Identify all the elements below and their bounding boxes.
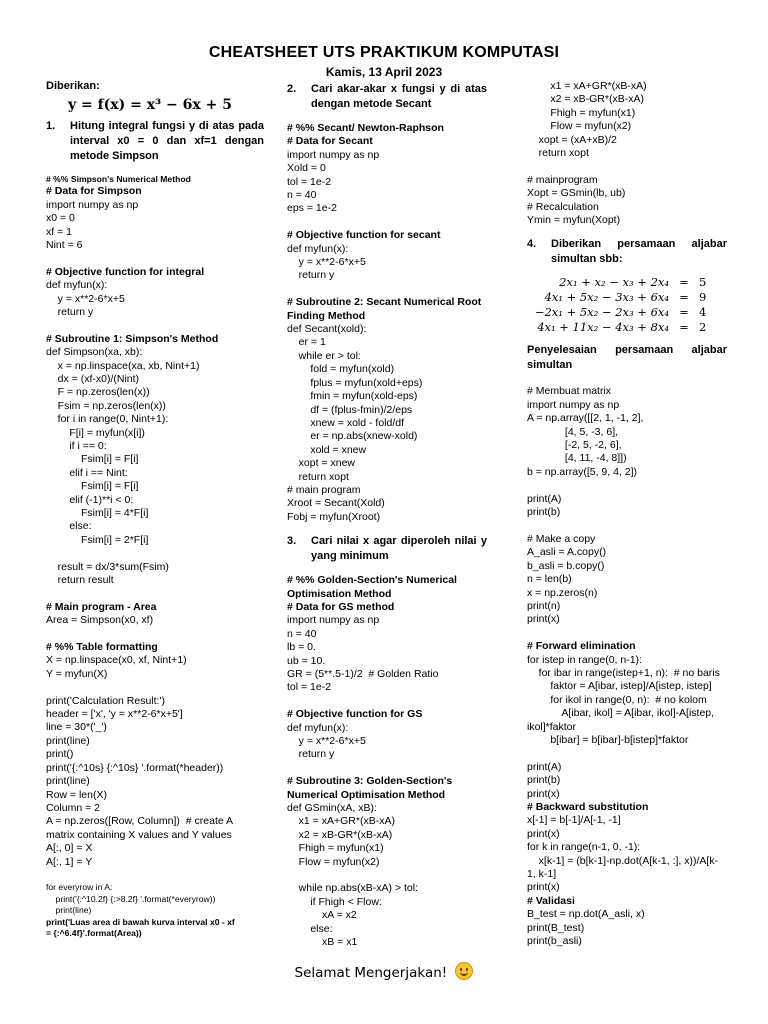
- equals-sign: =: [679, 290, 689, 305]
- code-line: # mainprogram: [527, 173, 598, 186]
- code-line: import numpy as np: [287, 148, 380, 161]
- code-line: # %% Golden-Section's Numerical: [287, 574, 457, 587]
- solution-title: Penyelesaian persamaan aljabar simultan: [527, 344, 727, 372]
- code-line: matrix containing X values and Y values: [46, 828, 232, 841]
- code-line: Fobj = myfun(Xroot): [287, 510, 381, 523]
- code-line: return xopt: [527, 147, 589, 160]
- code-block: [46, 266, 264, 320]
- code-line: return y: [287, 269, 335, 282]
- function-equation: y = f(x) = x³ − 6x + 5: [68, 97, 232, 114]
- code-line: F = np.zeros(len(x)): [46, 386, 150, 399]
- code-line: print(x): [527, 827, 560, 840]
- code-line: Area = Simpson(x0, xf): [46, 614, 154, 627]
- code-line: for ibar in range(istep+1, n): # no baris: [527, 666, 720, 679]
- code-line: print('{:^10.2f} {:>8.2f} '.format(*everyrow)): [46, 893, 216, 904]
- column-3: [527, 80, 727, 948]
- code-line: if i == 0:: [46, 440, 107, 452]
- code-line: Column = 2: [46, 801, 100, 814]
- code-line: if Fhigh < Flow:: [287, 895, 382, 908]
- code-line: Fsim[i] = F[i]: [46, 453, 139, 466]
- code-line: print(b_asli): [527, 935, 582, 948]
- code-line: Fsim[i] = 4*F[i]: [46, 507, 149, 520]
- question-2: [287, 82, 487, 112]
- code-line: # Make a copy: [527, 532, 596, 545]
- equation-row: [527, 275, 727, 290]
- code-line: return y: [46, 305, 94, 318]
- code-line: Xold = 0: [287, 162, 326, 175]
- code-line: return result: [46, 574, 114, 587]
- code-line: print('Luas area di bawah kurva interval x0 - xf: [46, 916, 235, 927]
- code-line: dx = (xf-x0)/(Nint): [46, 372, 140, 385]
- equation-lhs: 2x₁ + x₂ − x₃ + 2x₄: [559, 275, 669, 290]
- code-line: Xroot = Secant(Xold): [287, 497, 385, 510]
- code-line: def myfun(x):: [287, 721, 349, 734]
- equation-row: [527, 320, 727, 335]
- code-line: x2 = xB-GR*(xB-xA): [527, 93, 644, 106]
- code-line: result = dx/3*sum(Fsim): [46, 560, 169, 573]
- code-line: # Data for Secant: [287, 135, 373, 148]
- code-line: # Objective function for GS: [287, 708, 423, 721]
- code-line: # %% Secant/ Newton-Raphson: [287, 122, 444, 134]
- code-line: y = x**2-6*x+5: [46, 292, 125, 305]
- code-line: print(b): [527, 774, 561, 787]
- code-line: xold = xnew: [287, 443, 367, 456]
- equation-lhs: 4x₁ + 5x₂ − 3x₃ + 6x₄: [544, 290, 669, 305]
- code-line: def myfun(x):: [287, 242, 349, 255]
- code-line: print('Calculation Result:'): [46, 694, 165, 707]
- code-line: print(A): [527, 760, 562, 773]
- code-block: [287, 122, 487, 216]
- code-line: # %% Table formatting: [46, 641, 158, 654]
- code-line: Fsim = np.zeros(len(x)): [46, 399, 166, 412]
- column-2: [287, 80, 487, 949]
- question-number: 1.: [46, 119, 56, 132]
- code-block: [46, 174, 264, 253]
- code-line: [-2, 5, -2, 6],: [527, 439, 622, 452]
- code-block: [527, 640, 727, 747]
- code-line: Fhigh = myfun(x1): [527, 106, 636, 119]
- code-block: [527, 174, 727, 228]
- code-line: # main program: [287, 483, 361, 496]
- code-line: A[:, 0] = X: [46, 842, 93, 855]
- code-line: Fsim[i] = 2*F[i]: [46, 533, 149, 546]
- code-line: A[ibar, ikol] = A[ibar, ikol]-A[istep,: [527, 707, 715, 720]
- code-line: def Secant(xold):: [287, 323, 367, 336]
- code-line: df = (fplus-fmin)/2/eps: [287, 403, 413, 416]
- code-line: A[:, 1] = Y: [46, 855, 93, 868]
- code-line: y = x**2-6*x+5: [287, 256, 366, 269]
- question-4: [527, 237, 727, 267]
- code-line: y = x**2-6*x+5: [287, 735, 366, 748]
- code-line: xB = x1: [287, 936, 358, 949]
- code-block: [287, 882, 487, 949]
- code-line: Finding Method: [287, 309, 366, 322]
- code-line: n = 40: [287, 189, 317, 202]
- code-block: [527, 385, 727, 479]
- code-line: ikol]*faktor: [527, 720, 577, 733]
- code-block: [46, 882, 264, 940]
- code-line: x = np.zeros(n): [527, 586, 598, 599]
- code-line: tol = 1e-2: [287, 175, 332, 188]
- equation-lhs: 4x₁ + 11x₂ − 4x₃ + 8x₄: [537, 320, 669, 335]
- code-line: def Simpson(xa, xb):: [46, 346, 143, 359]
- code-line: for k in range(n-1, 0, -1):: [527, 841, 641, 854]
- code-line: for everyrow in A:: [46, 882, 113, 893]
- code-line: print(n): [527, 599, 561, 612]
- equation-system: [527, 275, 727, 335]
- code-block: [46, 695, 264, 869]
- question-number: 2.: [287, 83, 297, 95]
- code-line: xf = 1: [46, 225, 72, 238]
- code-line: for istep in range(0, n-1):: [527, 653, 642, 666]
- code-line: Xopt = GSmin(lb, ub): [527, 187, 626, 200]
- page-title: CHEATSHEET UTS PRAKTIKUM KOMPUTASI: [208, 44, 560, 61]
- code-line: print(A): [527, 492, 562, 505]
- equation-rhs: 9: [699, 290, 707, 305]
- code-line: faktor = A[ibar, istep]/A[istep, istep]: [527, 680, 712, 693]
- code-block: [527, 493, 727, 520]
- equation-lhs: −2x₁ + 5x₂ − 2x₃ + 6x₄: [534, 305, 669, 320]
- code-line: er = np.abs(xnew-xold): [287, 430, 418, 443]
- code-line: b = np.array([5, 9, 4, 2]): [527, 465, 638, 478]
- code-line: x[-1] = b[-1]/A[-1, -1]: [527, 814, 621, 827]
- code-line: xnew = xold - fold/df: [287, 416, 405, 429]
- code-line: # Subroutine 1: Simpson's Method: [46, 332, 219, 345]
- code-line: import numpy as np: [46, 198, 139, 211]
- equation-rhs: 5: [699, 275, 707, 290]
- code-line: tol = 1e-2: [287, 681, 332, 694]
- code-line: fplus = myfun(xold+eps): [287, 376, 423, 389]
- code-line: # Data for GS method: [287, 600, 395, 613]
- question-1: [46, 119, 264, 164]
- code-line: er = 1: [287, 336, 326, 349]
- code-line: B_test = np.dot(A_asli, x): [527, 908, 645, 921]
- code-block: [527, 80, 727, 160]
- code-line: # %% Simpson's Numerical Method: [46, 173, 191, 184]
- code-line: b[ibar] = b[ibar]-b[istep]*faktor: [527, 733, 689, 746]
- code-line: print(line): [46, 734, 90, 747]
- code-line: ub = 10.: [287, 654, 326, 667]
- code-line: A = np.zeros([Row, Column]) # create A: [46, 815, 234, 828]
- code-line: # Data for Simpson: [46, 185, 142, 198]
- code-line: print(line): [46, 905, 92, 916]
- code-line: def myfun(x):: [46, 279, 108, 292]
- code-line: # Main program - Area: [46, 600, 157, 613]
- code-line: elif i == Nint:: [46, 466, 128, 479]
- code-line: x0 = 0: [46, 212, 75, 225]
- footer-text: Selamat Mengerjakan!: [294, 965, 448, 981]
- code-line: # Objective function for integral: [46, 265, 205, 278]
- code-line: b_asli = b.copy(): [527, 559, 605, 572]
- code-block: [287, 775, 487, 869]
- code-line: eps = 1e-2: [287, 202, 337, 215]
- code-line: while er > tol:: [287, 349, 361, 362]
- code-line: print(line): [46, 775, 90, 788]
- given-label: Diberikan:: [46, 80, 100, 92]
- code-line: header = ['x', 'y = x**2-6*x+5']: [46, 708, 183, 721]
- code-line: GR = (5**.5-1)/2 # Golden Ratio: [287, 668, 439, 680]
- code-line: A = np.array([[2, 1, -1, 2],: [527, 412, 644, 425]
- code-line: import numpy as np: [287, 614, 380, 627]
- code-line: print(B_test): [527, 921, 585, 934]
- code-line: Nint = 6: [46, 238, 83, 251]
- code-line: x[k-1] = (b[k-1]-np.dot(A[k-1, :], x))/A[k-: [527, 854, 719, 867]
- code-block: [287, 708, 487, 762]
- code-block: [46, 333, 264, 548]
- equals-sign: =: [679, 305, 689, 320]
- footer: [0, 962, 768, 981]
- question-number: 3.: [287, 535, 297, 548]
- code-line: n = len(b): [527, 573, 572, 586]
- code-line: print(b): [527, 506, 561, 519]
- code-line: # Subroutine 3: Golden-Section's: [287, 775, 453, 788]
- code-line: print('{:^10s} {:^10s} '.format(*header)): [46, 761, 224, 774]
- code-line: for i in range(0, Nint+1):: [46, 413, 169, 426]
- code-line: x = np.linspace(xa, xb, Nint+1): [46, 359, 200, 372]
- code-line: 1, k-1]: [527, 868, 557, 881]
- code-line: Optimisation Method: [287, 587, 392, 600]
- code-line: else:: [287, 922, 333, 935]
- code-line: fmin = myfun(xold-eps): [287, 390, 418, 403]
- equation-rhs: 4: [699, 305, 707, 320]
- code-line: else:: [46, 520, 92, 533]
- code-line: [4, 11, -4, 8]]): [527, 452, 627, 465]
- code-line: = {:^6.4f}'.format(Area)): [46, 928, 142, 939]
- question-text: Diberikan persamaan aljabar simultan sbb:: [551, 238, 727, 266]
- question-text: Cari nilai x agar diperoleh nilai y yang minimum: [311, 535, 487, 563]
- code-line: while np.abs(xB-xA) > tol:: [287, 882, 419, 895]
- code-line: line = 30*('_'): [46, 721, 107, 734]
- code-block: [46, 641, 264, 681]
- code-line: print(x): [527, 881, 560, 894]
- code-block: [527, 533, 727, 627]
- code-block: [527, 761, 727, 949]
- code-line: Ymin = myfun(Xopt): [527, 214, 621, 227]
- code-block: [46, 561, 264, 588]
- code-line: X = np.linspace(x0, xf, Nint+1): [46, 654, 187, 667]
- code-line: A_asli = A.copy(): [527, 546, 607, 559]
- code-line: [4, 5, -3, 6],: [527, 425, 619, 438]
- code-line: for ikol in range(0, n): # no kolom: [527, 693, 707, 706]
- code-line: print(x): [527, 613, 560, 626]
- code-block: [287, 574, 487, 695]
- code-line: elif (-1)**i < 0:: [46, 493, 134, 506]
- code-line: # Objective function for secant: [287, 229, 441, 242]
- question-number: 4.: [527, 238, 537, 251]
- code-line: xA = x2: [287, 909, 357, 922]
- question-3: [287, 534, 487, 564]
- code-line: Fhigh = myfun(x1): [287, 842, 384, 855]
- code-line: Fsim[i] = F[i]: [46, 480, 139, 493]
- code-line: Flow = myfun(x2): [287, 855, 380, 868]
- code-line: # Membuat matrix: [527, 385, 612, 398]
- code-line: Y = myfun(X): [46, 667, 108, 680]
- equals-sign: =: [679, 275, 689, 290]
- code-line: Numerical Optimisation Method: [287, 788, 446, 801]
- code-block: [287, 296, 487, 524]
- equals-sign: =: [679, 320, 689, 335]
- code-line: import numpy as np: [527, 398, 620, 411]
- code-line: x1 = xA+GR*(xB-xA): [527, 80, 647, 92]
- equation-rhs: 2: [699, 320, 707, 335]
- code-line: # Forward elimination: [527, 640, 636, 653]
- code-line: print(x): [527, 787, 560, 800]
- code-line: return y: [287, 748, 335, 761]
- code-line: # Backward substitution: [527, 800, 649, 813]
- code-line: Row = len(X): [46, 788, 107, 801]
- code-line: # Recalculation: [527, 200, 599, 213]
- equation-row: [527, 305, 727, 320]
- code-block: [46, 601, 264, 628]
- code-line: F[i] = myfun(x[i]): [46, 426, 145, 439]
- page-date: Kamis, 13 April 2023: [325, 65, 443, 79]
- code-line: return xopt: [287, 470, 349, 483]
- code-line: # Validasi: [527, 894, 575, 907]
- code-line: lb = 0.: [287, 641, 316, 654]
- code-line: def GSmin(xA, xB):: [287, 802, 377, 815]
- smiley-icon: [455, 962, 473, 980]
- code-block: [287, 229, 487, 283]
- code-line: x1 = xA+GR*(xB-xA): [287, 815, 395, 828]
- code-line: xopt = xnew: [287, 457, 355, 470]
- code-line: fold = myfun(xold): [287, 363, 395, 376]
- code-line: # Subroutine 2: Secant Numerical Root: [287, 296, 482, 309]
- question-text: Cari akar-akar x fungsi y di atas dengan metode Secant: [311, 83, 487, 110]
- code-line: n = 40: [287, 627, 317, 640]
- code-line: Flow = myfun(x2): [527, 120, 632, 133]
- code-line: x2 = xB-GR*(xB-xA): [287, 828, 393, 841]
- question-text: Hitung integral fungsi y di atas pada interval x0 = 0 dan xf=1 dengan metode Simpson: [70, 119, 264, 162]
- code-line: print(): [46, 748, 74, 761]
- column-1: [46, 80, 264, 940]
- equation-row: [527, 290, 727, 305]
- code-line: xopt = (xA+xB)/2: [527, 133, 617, 146]
